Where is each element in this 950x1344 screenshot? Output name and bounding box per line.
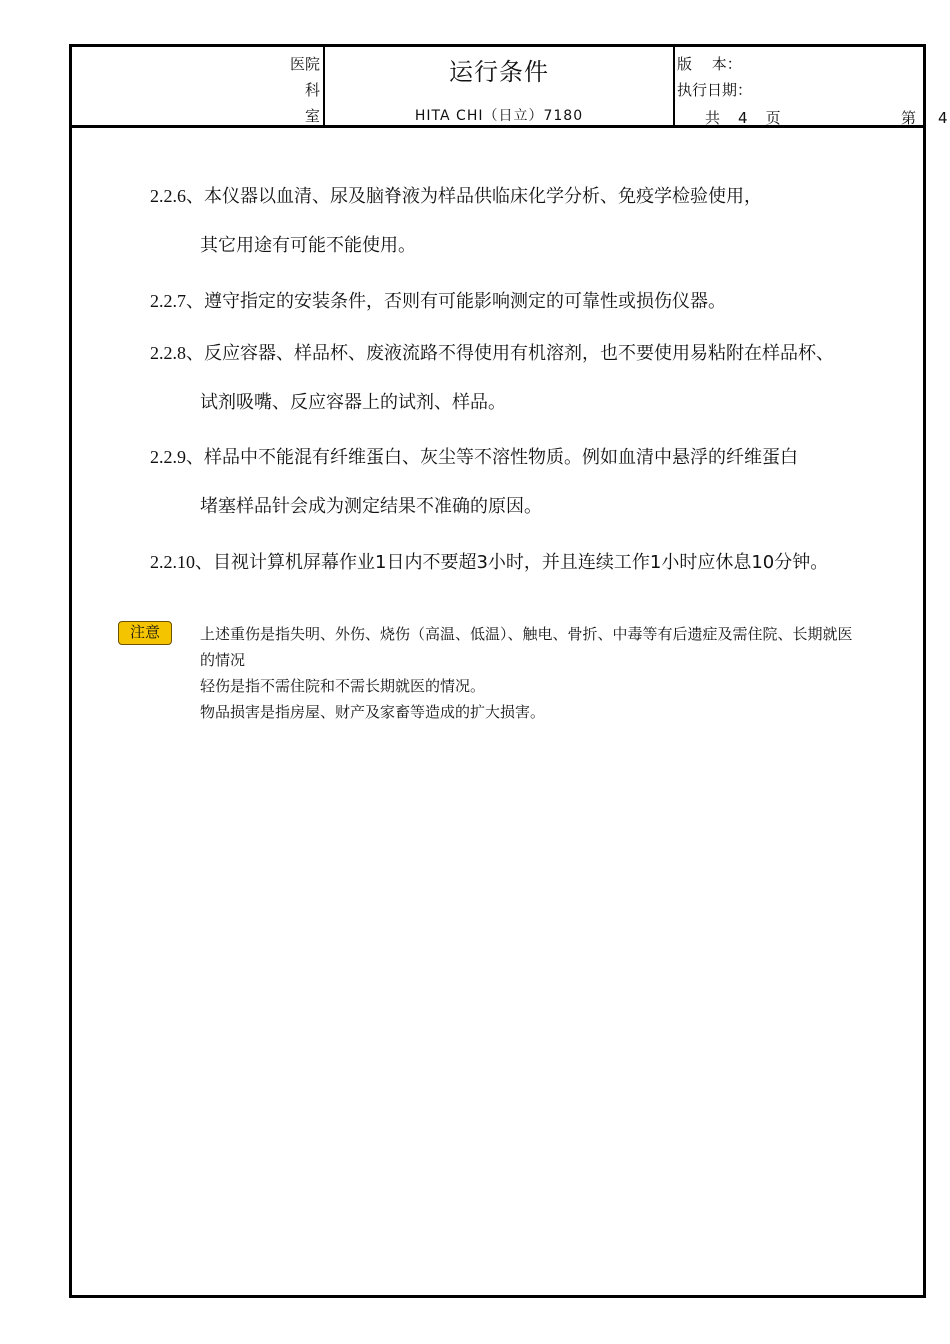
item-2-2-9 (150, 445, 798, 470)
page-total-suffix: 页 (765, 109, 781, 127)
item-2-2-9-continuation: 堵塞样品针会成为测定结果不准确的原因。 (200, 496, 542, 517)
document-frame (69, 44, 948, 1298)
note-badge: 注意 (118, 621, 172, 645)
document-header (72, 47, 948, 128)
document-model: HITA CHI（日立）7180 (414, 108, 584, 124)
item-2-2-6-continuation: 其它用途有可能不能使用。 (200, 235, 416, 256)
note-line-4: 物品损害是指房屋、财产及家畜等造成的扩大损害。 (200, 703, 546, 721)
item-2-2-6 (150, 184, 762, 209)
item-text: 、反应容器、样品杯、废液流路不得使用有机溶剂，也不要使用易粘附在样品杯、 (186, 343, 834, 364)
page-current (901, 109, 948, 127)
item-number: 2.2.10 (150, 552, 195, 572)
item-number: 2.2.9 (150, 447, 186, 467)
header-department-line3: 室 (304, 107, 320, 125)
version-label: 版 本： (677, 55, 742, 73)
page-current-value: 4 (938, 109, 948, 127)
header-department-line1: 医院 (289, 55, 320, 73)
item-number: 2.2.6 (150, 186, 186, 206)
item-number: 2.2.8 (150, 343, 186, 363)
note-line-2: 的情况 (200, 651, 246, 669)
item-2-2-8-continuation: 试剂吸嘴、反应容器上的试剂、样品。 (200, 392, 506, 413)
header-department-cell (72, 47, 325, 125)
item-number: 2.2.7 (150, 291, 186, 311)
item-text: 、样品中不能混有纤维蛋白、灰尘等不溶性物质。例如血清中悬浮的纤维蛋白 (186, 447, 798, 468)
page-total (705, 109, 799, 127)
page-total-prefix: 共 (705, 109, 721, 127)
page-current-prefix: 第 (901, 109, 917, 127)
item-text: 、目视计算机屏幕作业1日内不要超3小时，并且连续工作1小时应休息10分钟。 (195, 552, 829, 573)
item-text: 、遵守指定的安装条件，否则有可能影响测定的可靠性或损伤仪器。 (186, 291, 726, 312)
header-meta-cell (675, 47, 948, 127)
exec-date-label: 执行日期： (677, 81, 753, 99)
page-total-value: 4 (738, 109, 748, 127)
item-2-2-10 (150, 550, 828, 575)
item-2-2-8 (150, 341, 834, 366)
note-line-1: 上述重伤是指失明、外伤、烧伤（高温、低温）、触电、骨折、中毒等有后遗症及需住院、长期就医 (200, 625, 853, 643)
document-title: 运行条件 (449, 58, 549, 86)
item-2-2-7 (150, 289, 726, 314)
header-title-cell (325, 47, 675, 125)
item-text: 、本仪器以血清、尿及脑脊液为样品供临床化学分析、免疫学检验使用， (186, 186, 762, 207)
header-department-line2: 科 (304, 81, 320, 99)
note-line-3: 轻伤是指不需住院和不需长期就医的情况。 (200, 677, 486, 695)
